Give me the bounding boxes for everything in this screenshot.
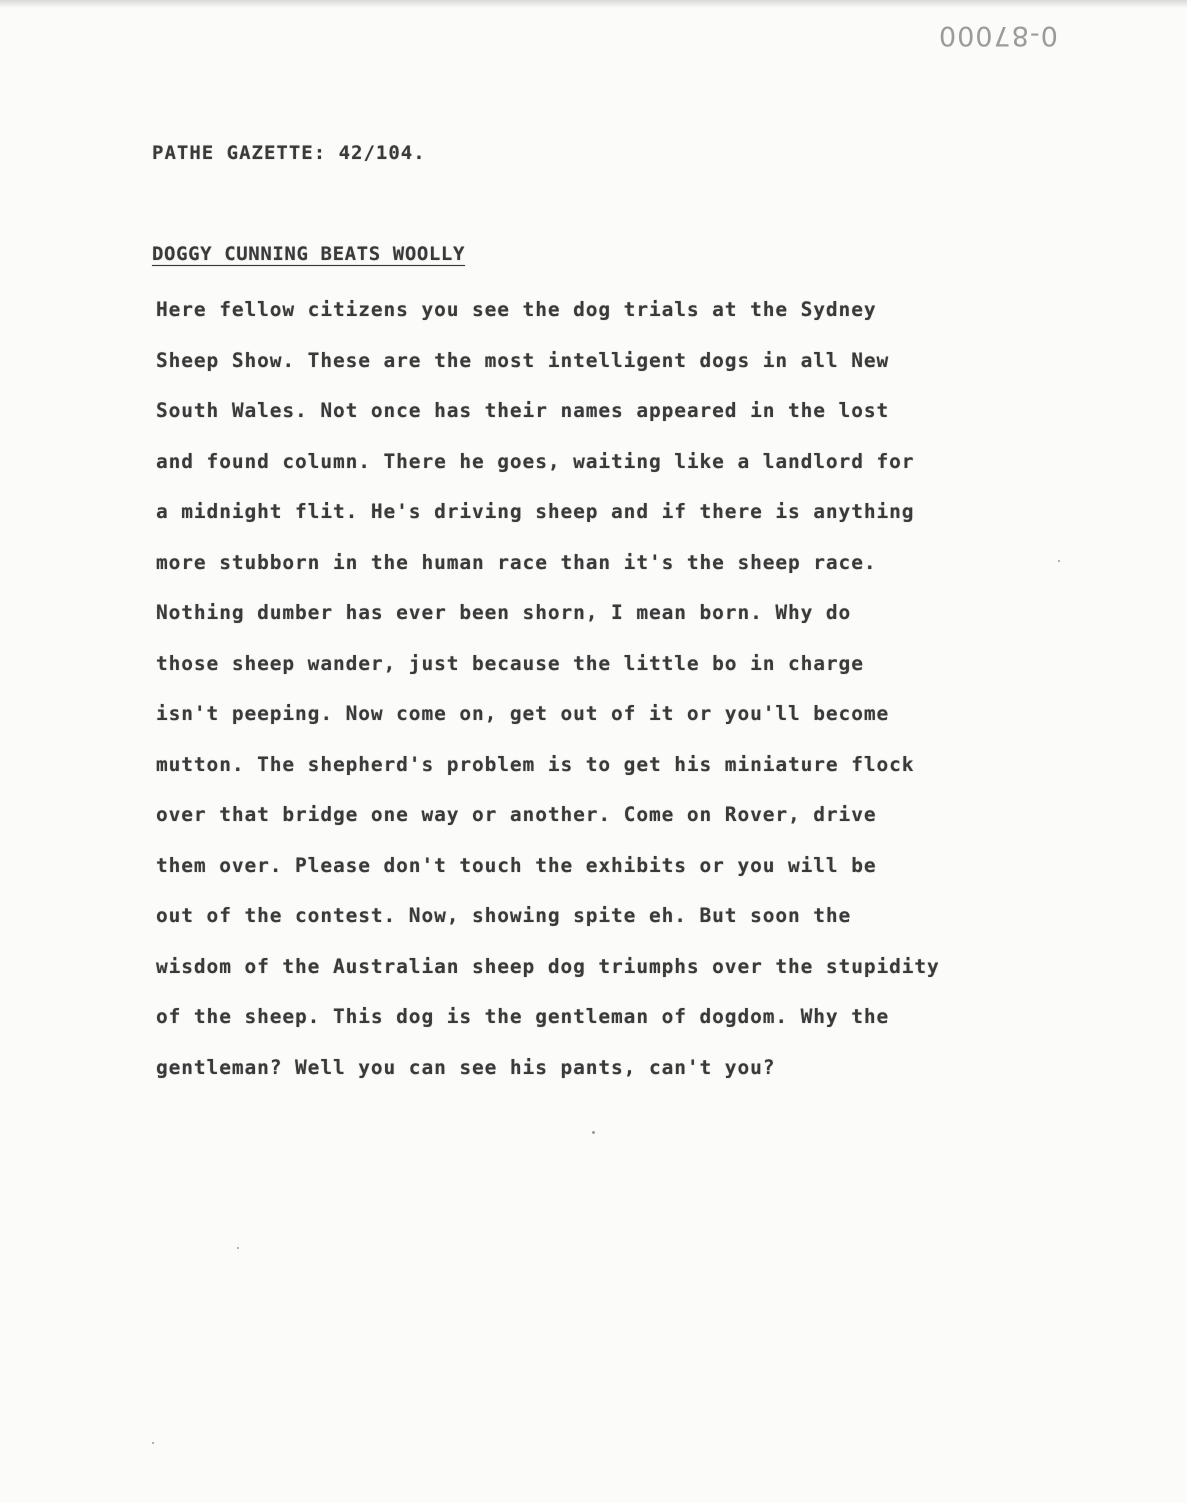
body-line: mutton. The shepherd's problem is to get his miniature flock bbox=[156, 752, 915, 776]
body-line: out of the contest. Now, showing spite eh. But soon the bbox=[156, 904, 852, 927]
paper-speck bbox=[237, 1247, 239, 1249]
reference-number: 0-87000 bbox=[938, 20, 1058, 51]
body-line: those sheep wander, just because the little bo in charge bbox=[156, 651, 864, 675]
story-title: DOGGY CUNNING BEATS WOOLLY bbox=[152, 243, 466, 265]
paper-speck bbox=[1058, 560, 1060, 562]
paper-speck bbox=[152, 1442, 154, 1444]
body-line: more stubborn in the human race than it's the sheep race. bbox=[156, 550, 877, 574]
body-line: Here fellow citizens you see the dog trials at the Sydney bbox=[156, 298, 877, 321]
newsreel-header: PATHE GAZETTE: 42/104. bbox=[152, 142, 426, 164]
body-line: South Wales. Not once has their names appeared in the lost bbox=[156, 399, 890, 422]
body-line: over that bridge one way or another. Come on Rover, drive bbox=[156, 803, 877, 826]
body-line: Sheep Show. These are the most intelligent dogs in all New bbox=[156, 348, 890, 372]
paper-speck bbox=[592, 1131, 595, 1134]
story-body bbox=[156, 296, 1096, 1104]
body-line: them over. Please don't touch the exhibits or you will be bbox=[156, 853, 877, 877]
body-line: wisdom of the Australian sheep dog triumphs over the stupidity bbox=[156, 954, 940, 978]
body-line: Nothing dumber has ever been shorn, I mean born. Why do bbox=[156, 601, 852, 624]
body-line: a midnight flit. He's driving sheep and if there is anything bbox=[156, 500, 915, 523]
body-line: of the sheep. This dog is the gentleman of dogdom. Why the bbox=[156, 1005, 890, 1028]
page-top-edge bbox=[0, 0, 1187, 8]
body-line: gentleman? Well you can see his pants, can't you? bbox=[156, 1055, 776, 1079]
body-line: and found column. There he goes, waiting like a landlord for bbox=[156, 449, 915, 473]
body-line: isn't peeping. Now come on, get out of it or you'll become bbox=[156, 702, 890, 725]
